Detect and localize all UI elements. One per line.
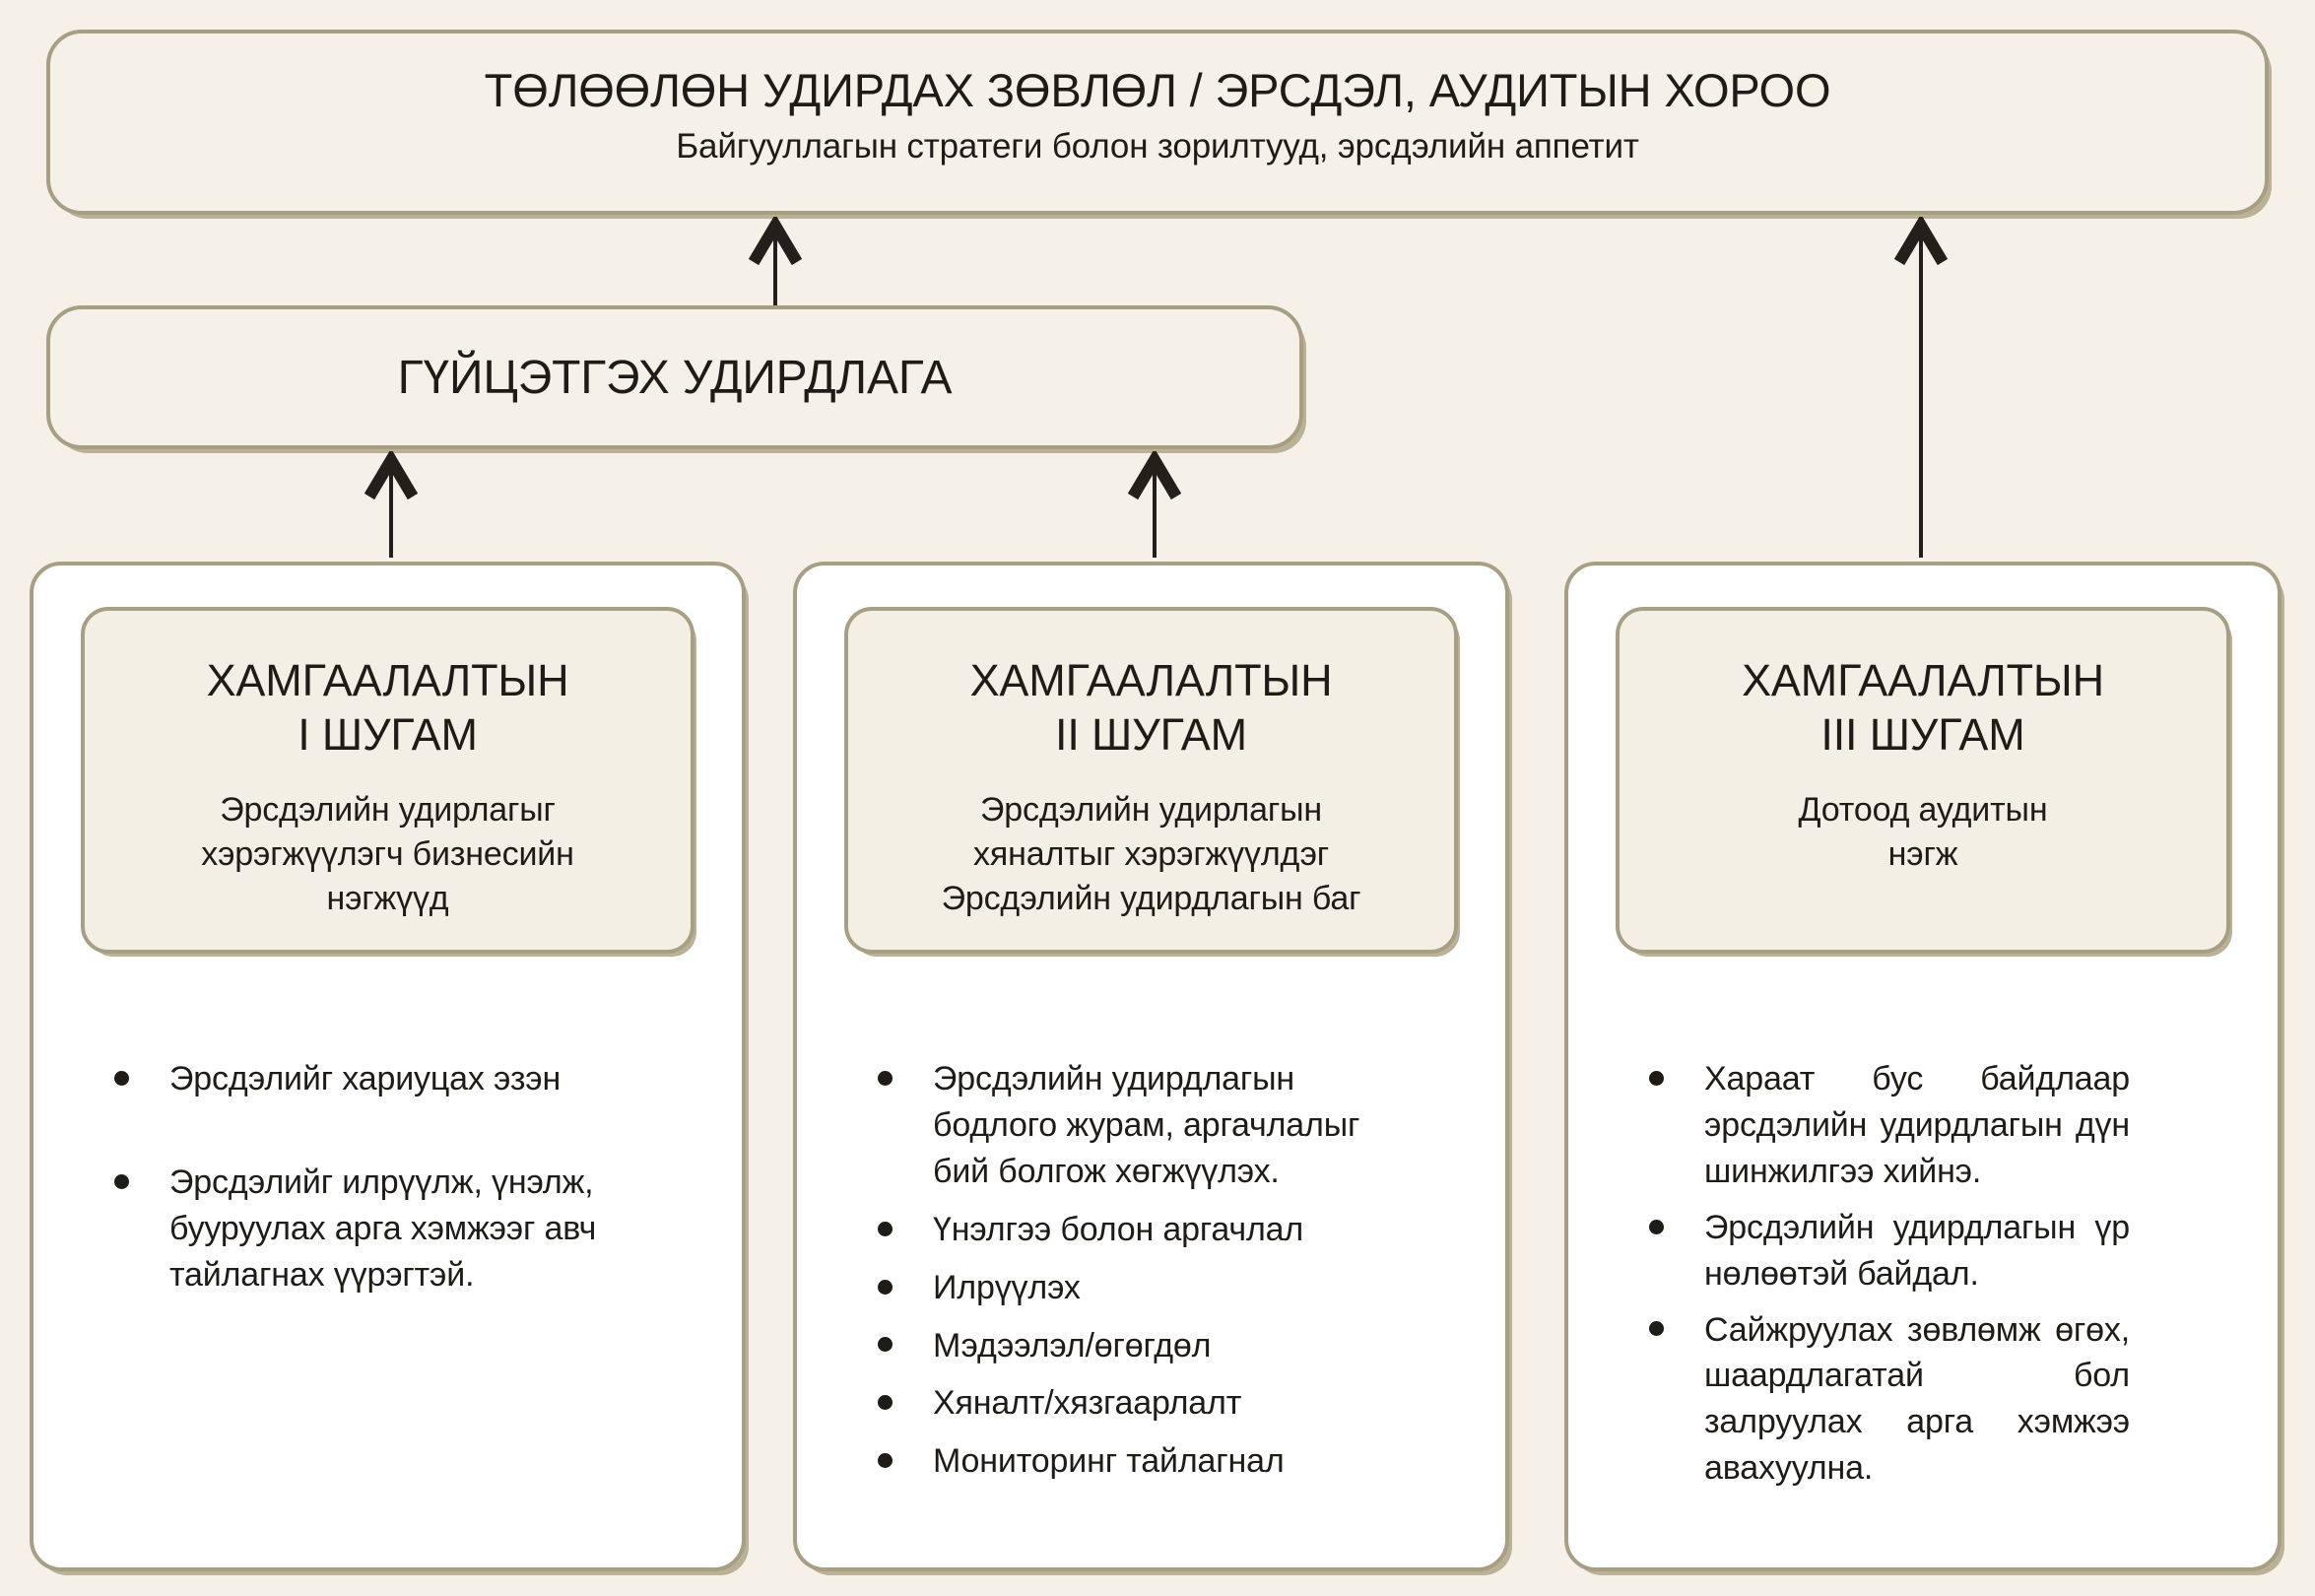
line2-title-line2: II ШУГАМ xyxy=(1055,708,1247,760)
arrow-up-exec-to-board-icon xyxy=(746,217,805,307)
line3-column-card xyxy=(1564,562,2282,1571)
list-item: Үнэлгээ болон аргачлал xyxy=(876,1207,1397,1253)
line1-title-line1: ХАМГААЛАЛТЫН xyxy=(206,655,569,705)
list-item: Эрсдэлийг илрүүлж, үнэлж, бууруулах арга хэмжээг авч тайлагнах үүрэгтэй. xyxy=(112,1160,683,1298)
line3-header-panel xyxy=(1616,607,2230,954)
list-item: Сайжруулах зөвлөмж өгөх, шаардлагатай бол залруулах арга хэмжээ авахуулна. xyxy=(1647,1307,2130,1493)
line1-bullet-list xyxy=(33,1056,742,1298)
line2-title-line1: ХАМГААЛАЛТЫН xyxy=(969,655,1333,705)
list-item: Хараат бус байдлаар эрсдэлийн удирдлагын дүн шинжилгээ хийнэ. xyxy=(1647,1056,2130,1195)
line2-bullet-list xyxy=(797,1056,1505,1485)
board-risk-audit-committee-box xyxy=(46,30,2269,215)
line2-title xyxy=(848,654,1454,763)
list-item: Эрсдэлийн удирдлагын үр нөлөөтэй байдал. xyxy=(1647,1205,2130,1297)
line1-subtitle: Эрсдэлийн удирлагыг хэрэгжүүлэгч бизнесийн нэгжүүд xyxy=(201,790,574,917)
line2-header-panel xyxy=(844,607,1458,954)
line2-column-card xyxy=(793,562,1509,1571)
executive-management-box xyxy=(46,305,1303,449)
list-item: Эрсдэлийн удирдлагын бодлого журам, аргачлалыг бий болгож хөгжүүлэх. xyxy=(876,1056,1397,1195)
board-box-title: ТӨЛӨӨЛӨН УДИРДАХ ЗӨВЛӨЛ / ЭРСДЭЛ, АУДИТЫН ХОРОО xyxy=(484,64,1831,116)
line3-subtitle: Дотоод аудитын нэгж xyxy=(1798,790,2048,873)
list-item: Эрсдэлийг хариуцах эзэн xyxy=(112,1056,683,1102)
board-box-subtitle: Байгууллагын стратеги болон зорилтууд, эрсдэлийн аппетит xyxy=(676,127,1639,166)
line1-title xyxy=(85,654,691,763)
line1-header-panel xyxy=(81,607,694,954)
arrow-up-line3-to-board-icon xyxy=(1891,217,1951,560)
executive-box-title: ГҮЙЦЭТГЭХ УДИРДЛАГА xyxy=(397,351,953,404)
list-item: Мэдээлэл/өгөгдөл xyxy=(876,1323,1397,1369)
line3-title-line1: ХАМГААЛАЛТЫН xyxy=(1742,655,2104,705)
line1-title-line2: I ШУГАМ xyxy=(298,708,478,760)
line3-title xyxy=(1620,654,2226,763)
line2-subtitle: Эрсдэлийн удирлагын хяналтыг хэрэгжүүлдэг Эрсдэлийн удирдлагын баг xyxy=(941,790,1361,917)
line3-bullet-list xyxy=(1568,1056,2278,1492)
list-item: Мониторинг тайлагнал xyxy=(876,1438,1397,1485)
arrow-up-line2-to-exec-icon xyxy=(1125,451,1184,560)
line1-column-card xyxy=(30,562,746,1571)
line3-title-line2: III ШУГАМ xyxy=(1820,708,2025,760)
arrow-up-line1-to-exec-icon xyxy=(362,451,421,560)
list-item: Илрүүлэх xyxy=(876,1265,1397,1311)
list-item: Хяналт/хязгаарлалт xyxy=(876,1380,1397,1427)
